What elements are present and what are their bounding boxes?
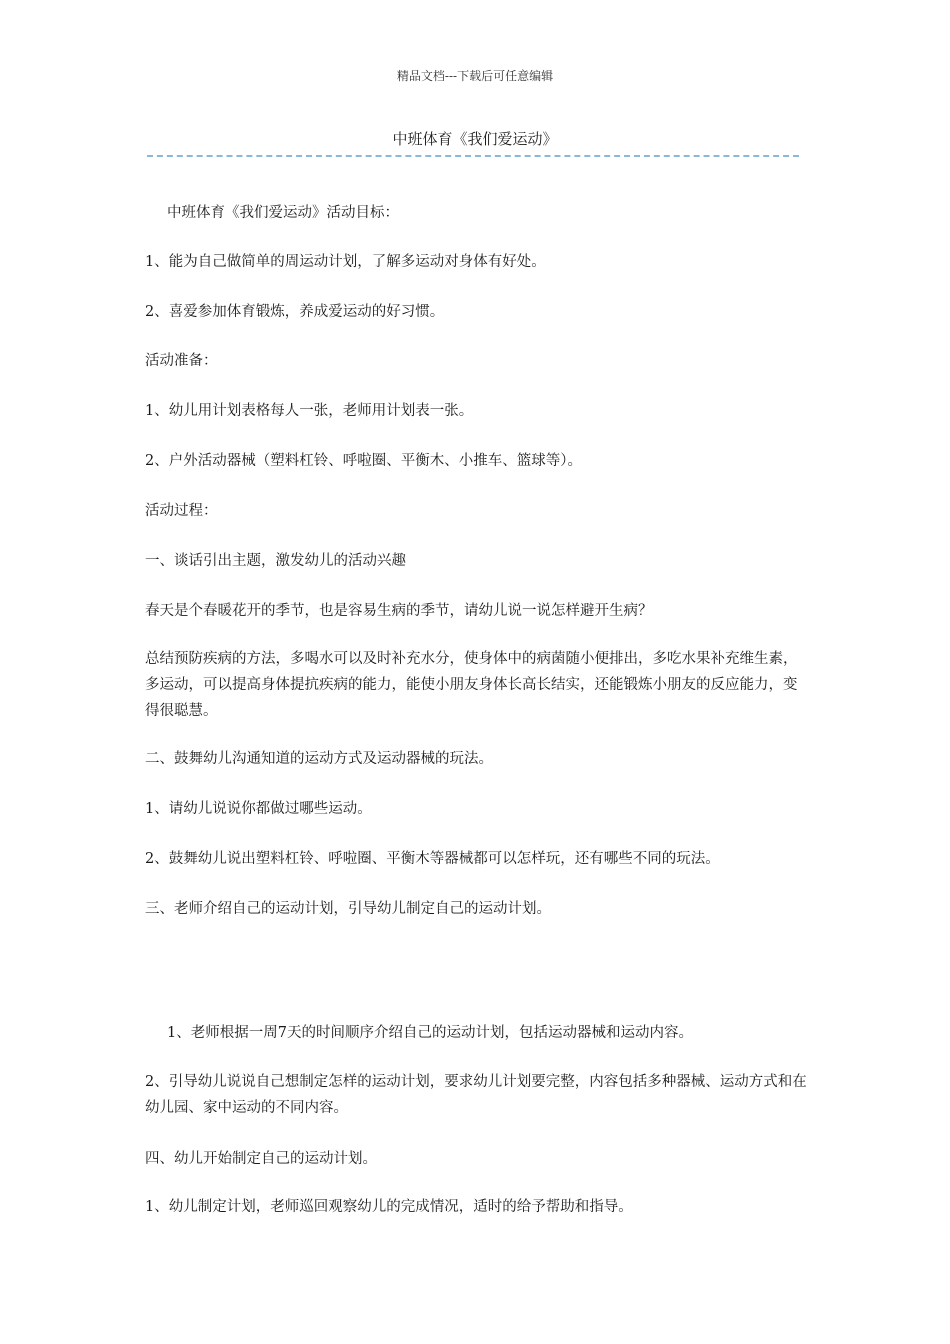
paragraph: 总结预防疾病的方法，多喝水可以及时补充水分，使身体中的病菌随小便排出，多吃水果补充维生素，多运动，可以提高身体提抗疾病的能力，能使小朋友身体长高长结实，还能锻炼小朋友的反应能力，变得很聪慧。 — [145, 651, 798, 719]
paragraph: 活动过程： — [145, 503, 218, 519]
paragraph: 二、鼓舞幼儿沟通知道的运动方式及运动器械的玩法。 — [145, 751, 493, 767]
paragraph: 1、请幼儿说说你都做过哪些运动。 — [145, 801, 372, 817]
paragraph: 春天是个春暖花开的季节，也是容易生病的季节，请幼儿说一说怎样避开生病？ — [145, 603, 653, 619]
paragraph: 三、老师介绍自己的运动计划，引导幼儿制定自己的运动计划。 — [145, 901, 551, 917]
paragraph: 中班体育《我们爱运动》活动目标： — [167, 205, 399, 221]
page-header: 精品文档---下载后可任意编辑 — [396, 69, 554, 83]
document-title: 中班体育《我们爱运动》 — [392, 130, 558, 148]
paragraph: 2、引导幼儿说说自己想制定怎样的运动计划，要求幼儿计划要完整，内容包括多种器械、运动方式和在幼儿园、家中运动的不同内容。 — [145, 1074, 807, 1116]
paragraph: 四、幼儿开始制定自己的运动计划。 — [145, 1151, 377, 1167]
paragraph: 1、幼儿制定计划，老师巡回观察幼儿的完成情况，适时的给予帮助和指导。 — [145, 1199, 633, 1215]
paragraph: 1、老师根据一周7天的时间顺序介绍自己的运动计划，包括运动器械和运动内容。 — [167, 1025, 693, 1041]
paragraph: 2、喜爱参加体育锻炼，养成爱运动的好习惯。 — [145, 304, 445, 320]
paragraph: 2、户外活动器械（塑料杠铃、呼啦圈、平衡木、小推车、篮球等）。 — [145, 453, 582, 469]
paragraph: 活动准备： — [145, 353, 218, 369]
paragraph: 1、能为自己做简单的周运动计划，了解多运动对身体有好处。 — [145, 254, 546, 270]
paragraph: 2、鼓舞幼儿说出塑料杠铃、呼啦圈、平衡木等器械都可以怎样玩，还有哪些不同的玩法。 — [145, 851, 720, 867]
paragraph: 一、谈话引出主题，激发幼儿的活动兴趣 — [145, 553, 406, 569]
paragraph: 1、幼儿用计划表格每人一张，老师用计划表一张。 — [145, 403, 474, 419]
title-divider — [147, 155, 799, 157]
